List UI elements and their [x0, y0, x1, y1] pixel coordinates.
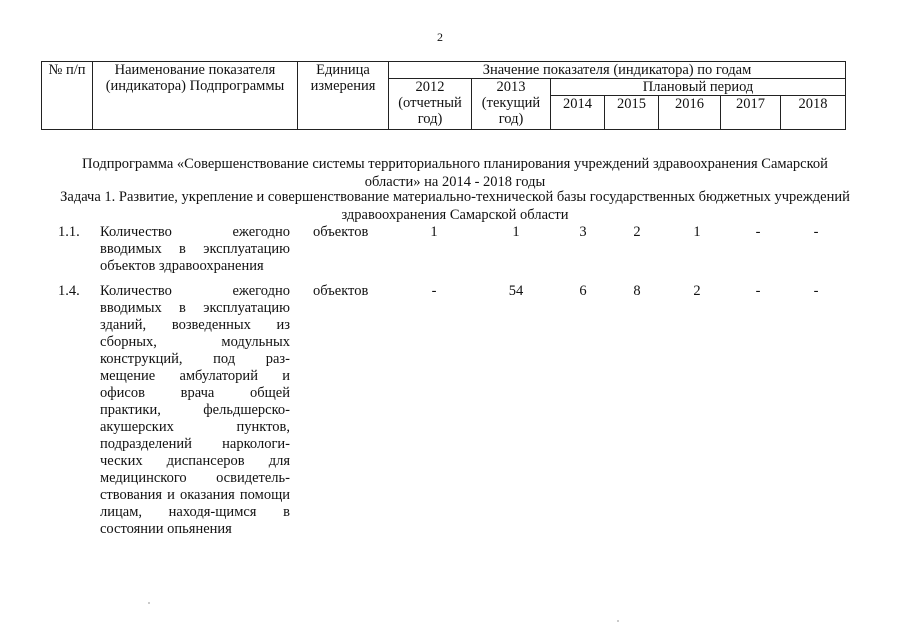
row-number: 1.1.	[58, 224, 80, 240]
header-unit: Единица измерения	[298, 62, 389, 130]
scan-speck	[617, 620, 619, 622]
header-year-2016: 2016	[659, 96, 721, 130]
header-year-2014: 2014	[551, 96, 605, 130]
task-title: Задача 1. Развитие, укрепление и совершенствование материально-технической базы государственных бюджетных учреждений здравоохранения Самарской области	[60, 189, 850, 223]
subprogram-title: Подпрограмма «Совершенствование системы территориального планирования учреждений здравоохранения Самарской области» на 2014 - 2018 годы	[82, 156, 828, 190]
row-indicator-name: Количество ежегодно вводимых в эксплуатацию зданий, возведенных из сборных, модульных конструкций, под раз-мещение амбулаторий и офисов врача общей практики, фельдшерско-акушерских пунктов, подразделений наркологи-ческих диспансеров для медицинского освидетель-ствования и оказания помощи лицам, находя-щимся в состоянии опьянения	[100, 283, 290, 537]
value-2016: 2	[693, 283, 701, 299]
value-2012: 1	[430, 224, 438, 240]
header-name: Наименование показателя (индикатора) Подпрограммы	[93, 62, 298, 130]
header-2012: 2012 (отчетный год)	[389, 79, 472, 130]
value-2016: 1	[693, 224, 701, 240]
value-2017: -	[755, 224, 761, 240]
value-2018: -	[813, 283, 819, 299]
value-2017: -	[755, 283, 761, 299]
header-year-2017: 2017	[721, 96, 781, 130]
header-num: № п/п	[42, 62, 93, 130]
value-2018: -	[813, 224, 819, 240]
row-indicator-name: Количество ежегодно вводимых в эксплуатацию объектов здравоохранения	[100, 224, 290, 274]
value-2013: 54	[508, 283, 524, 299]
value-2014: 6	[579, 283, 587, 299]
header-values-title: Значение показателя (индикатора) по годам	[389, 62, 846, 79]
row-unit: объектов	[313, 224, 369, 240]
header-year-2015: 2015	[605, 96, 659, 130]
value-2013: 1	[512, 224, 520, 240]
indicator-table-header	[41, 61, 846, 130]
header-2013: 2013 (текущий год)	[472, 79, 551, 130]
scan-speck	[148, 602, 150, 604]
header-year-2018: 2018	[781, 96, 846, 130]
page-number: 2	[437, 30, 443, 44]
value-2015: 2	[633, 224, 641, 240]
row-unit: объектов	[313, 283, 369, 299]
header-planned: Плановый период	[551, 79, 846, 96]
value-2014: 3	[579, 224, 587, 240]
value-2012: -	[431, 283, 437, 299]
value-2015: 8	[633, 283, 641, 299]
row-number: 1.4.	[58, 283, 80, 299]
